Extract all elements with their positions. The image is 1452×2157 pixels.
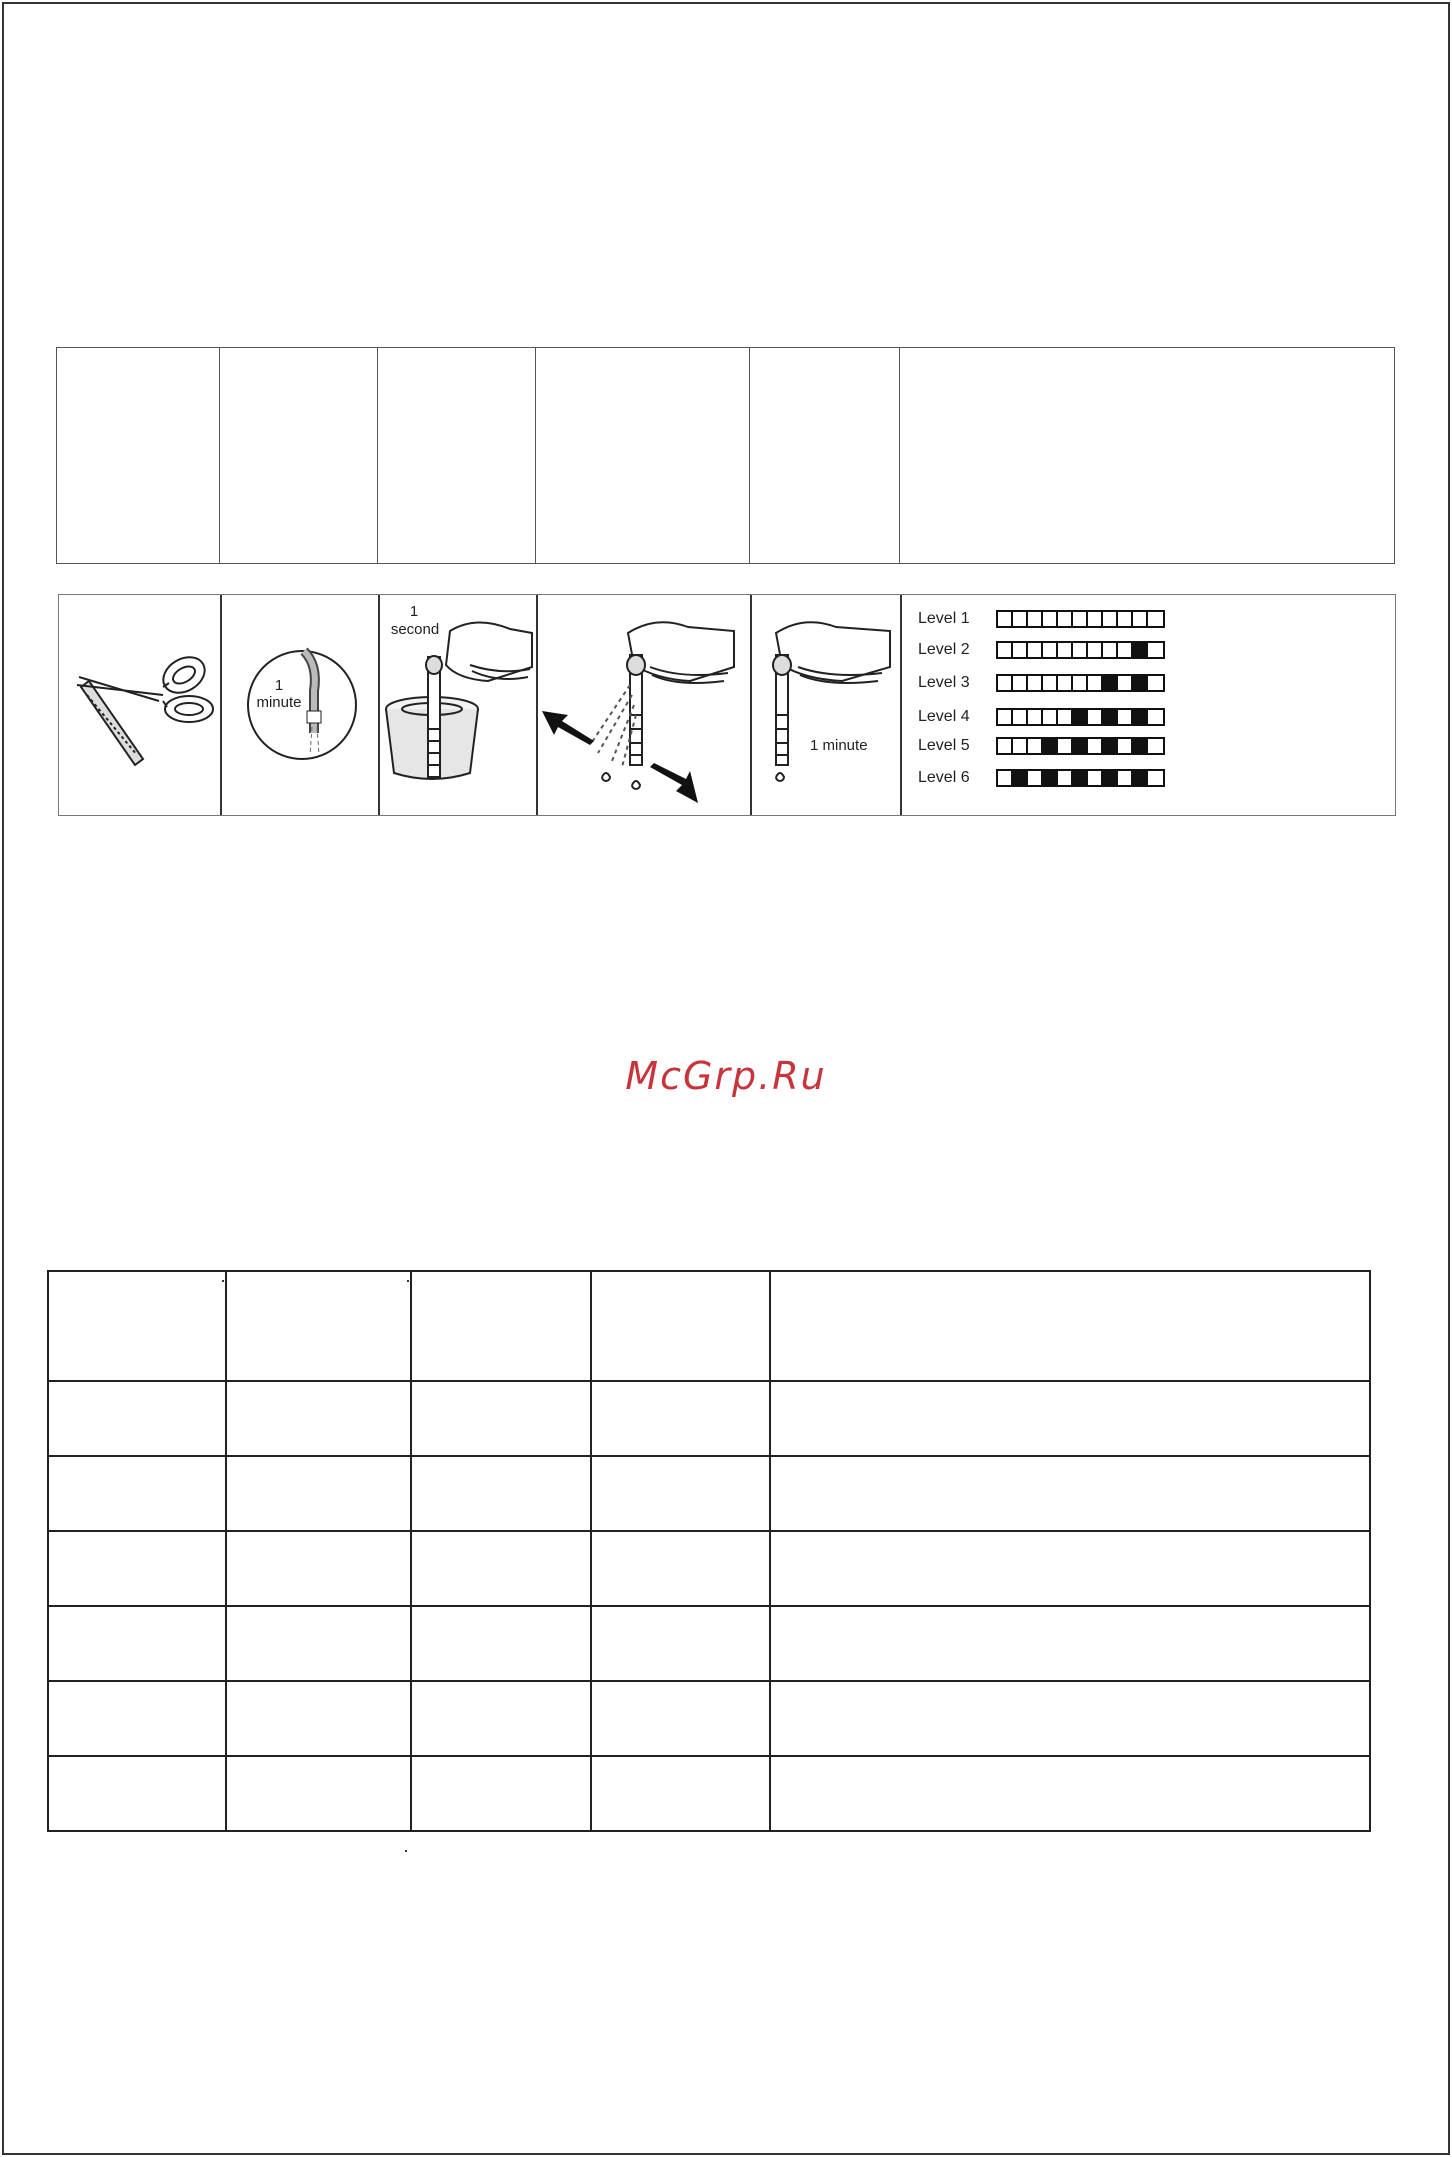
stray-mark xyxy=(222,1280,224,1282)
filled-square xyxy=(1103,676,1118,690)
instruction-cell xyxy=(378,348,536,563)
empty-square xyxy=(1073,612,1088,626)
empty-square xyxy=(1028,771,1043,785)
empty-square xyxy=(1028,676,1043,690)
instruction-cell xyxy=(750,348,900,563)
level-indicator-bar xyxy=(996,708,1165,726)
filled-square xyxy=(1133,710,1148,724)
empty-square xyxy=(1133,612,1148,626)
filled-square xyxy=(1013,771,1028,785)
empty-square xyxy=(1058,739,1073,753)
level-indicator-bar xyxy=(996,674,1165,692)
empty-square xyxy=(1088,710,1103,724)
empty-square xyxy=(1013,643,1028,657)
level-row xyxy=(918,708,1165,726)
empty-square xyxy=(1118,676,1133,690)
header-cell xyxy=(226,1271,411,1381)
empty-square xyxy=(1028,710,1043,724)
hand-hold-icon xyxy=(752,595,902,815)
empty-square xyxy=(1028,612,1043,626)
level-indicator-bar xyxy=(996,769,1165,787)
illustration-strip xyxy=(58,594,1396,816)
panel-shake-strip xyxy=(538,595,752,815)
filled-square xyxy=(1043,771,1058,785)
empty-square xyxy=(1013,612,1028,626)
results-table xyxy=(47,1270,1371,1832)
panel-run-water xyxy=(222,595,380,815)
empty-square xyxy=(1118,612,1133,626)
scissors-icon xyxy=(59,595,222,815)
wait-time-label: 1 minute xyxy=(810,737,868,754)
filled-square xyxy=(1133,739,1148,753)
dip-count-label: 1 xyxy=(409,603,419,620)
empty-square xyxy=(1148,710,1163,724)
empty-square xyxy=(1058,643,1073,657)
level-label: Level 4 xyxy=(918,708,970,725)
stray-mark xyxy=(407,1280,409,1282)
filled-square xyxy=(1103,771,1118,785)
level-row xyxy=(918,674,1165,692)
empty-square xyxy=(998,739,1013,753)
instruction-cell xyxy=(536,348,750,563)
watermark: McGrp.Ru xyxy=(625,1054,827,1098)
empty-square xyxy=(1028,643,1043,657)
empty-square xyxy=(998,612,1013,626)
table-row xyxy=(48,1381,1370,1456)
dip-unit-label: second xyxy=(390,621,440,638)
empty-square xyxy=(1028,739,1043,753)
level-label: Level 1 xyxy=(918,610,970,627)
filled-square xyxy=(1133,771,1148,785)
table-row xyxy=(48,1681,1370,1756)
table-header-row xyxy=(48,1271,1370,1381)
filled-square xyxy=(1103,710,1118,724)
panel-wait-strip xyxy=(752,595,902,815)
level-row xyxy=(918,737,1165,755)
header-cell xyxy=(591,1271,770,1381)
empty-square xyxy=(1043,612,1058,626)
empty-square xyxy=(1088,643,1103,657)
empty-square xyxy=(1088,612,1103,626)
level-label: Level 2 xyxy=(918,641,970,658)
empty-square xyxy=(1148,771,1163,785)
empty-square xyxy=(1058,710,1073,724)
empty-square xyxy=(1148,676,1163,690)
empty-square xyxy=(1088,676,1103,690)
header-cell xyxy=(411,1271,591,1381)
level-indicator-bar xyxy=(996,737,1165,755)
panel-dip-strip xyxy=(380,595,538,815)
empty-square xyxy=(1043,710,1058,724)
empty-square xyxy=(1103,643,1118,657)
empty-square xyxy=(1088,771,1103,785)
empty-square xyxy=(1118,710,1133,724)
level-label: Level 6 xyxy=(918,769,970,786)
empty-square xyxy=(1013,710,1028,724)
filled-square xyxy=(1073,739,1088,753)
empty-square xyxy=(1013,676,1028,690)
panel-cut-strip xyxy=(59,595,222,815)
empty-square xyxy=(1148,612,1163,626)
empty-square xyxy=(998,643,1013,657)
header-cell xyxy=(48,1271,226,1381)
level-label: Level 5 xyxy=(918,737,970,754)
empty-square xyxy=(1058,612,1073,626)
run-time-label: 1 minute xyxy=(256,677,302,711)
empty-square xyxy=(1073,643,1088,657)
empty-square xyxy=(1118,771,1133,785)
empty-square xyxy=(1013,739,1028,753)
table-row xyxy=(48,1606,1370,1681)
table-row xyxy=(48,1756,1370,1831)
panel-level-chart xyxy=(902,595,1395,815)
empty-square xyxy=(1043,643,1058,657)
level-row xyxy=(918,641,1165,659)
level-row xyxy=(918,610,1165,628)
empty-square xyxy=(998,676,1013,690)
stray-mark xyxy=(405,1850,407,1852)
empty-square xyxy=(1148,643,1163,657)
level-indicator-bar xyxy=(996,610,1165,628)
empty-square xyxy=(1148,739,1163,753)
empty-square xyxy=(1058,676,1073,690)
empty-square xyxy=(1118,739,1133,753)
filled-square xyxy=(1103,739,1118,753)
hand-shake-icon xyxy=(538,595,752,815)
table-row xyxy=(48,1456,1370,1531)
empty-square xyxy=(1088,739,1103,753)
empty-square xyxy=(1043,676,1058,690)
empty-square xyxy=(998,771,1013,785)
empty-square xyxy=(1058,771,1073,785)
filled-square xyxy=(1133,643,1148,657)
instruction-cell xyxy=(57,348,220,563)
empty-square xyxy=(998,710,1013,724)
table-row xyxy=(48,1531,1370,1606)
filled-square xyxy=(1043,739,1058,753)
level-row xyxy=(918,769,1165,787)
filled-square xyxy=(1133,676,1148,690)
instruction-cell xyxy=(220,348,378,563)
level-label: Level 3 xyxy=(918,674,970,691)
level-indicator-bar xyxy=(996,641,1165,659)
empty-square xyxy=(1103,612,1118,626)
empty-square xyxy=(1073,676,1088,690)
empty-square xyxy=(1118,643,1133,657)
instruction-cell xyxy=(900,348,1394,563)
filled-square xyxy=(1073,710,1088,724)
filled-square xyxy=(1073,771,1088,785)
header-cell xyxy=(770,1271,1370,1381)
instructions-text-table xyxy=(56,347,1395,564)
